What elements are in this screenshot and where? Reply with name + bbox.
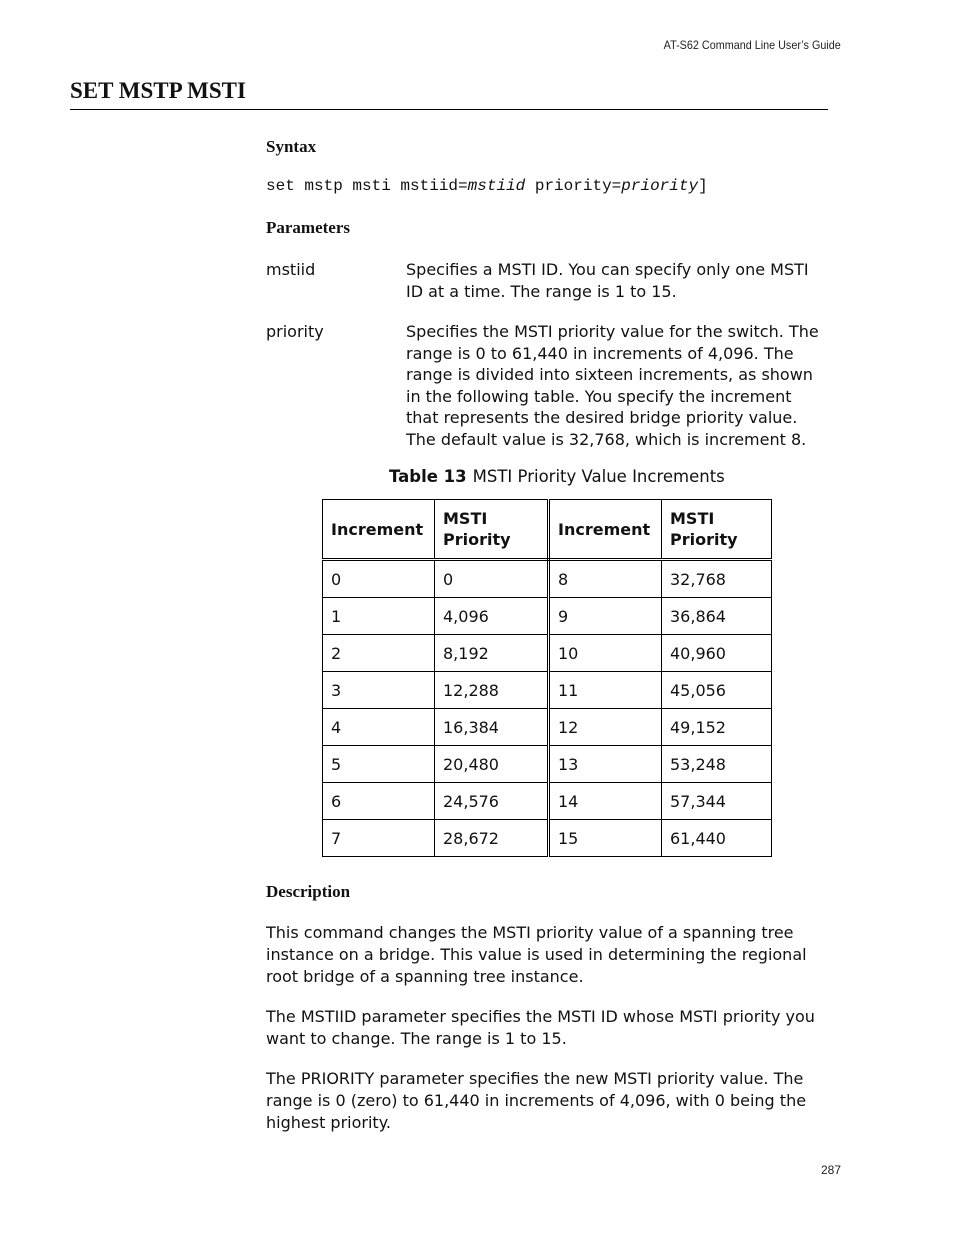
table-cell: 45,056	[662, 672, 772, 709]
table-cell: 53,248	[662, 746, 772, 783]
syntax-arg-priority: priority	[621, 177, 699, 195]
priority-table	[322, 499, 772, 857]
table-row	[323, 746, 772, 783]
table-cell: 0	[435, 560, 549, 598]
param-name-mstiid: mstiid	[266, 260, 316, 279]
table-caption-text: MSTI Priority Value Increments	[472, 467, 725, 486]
table-cell: 2	[323, 635, 435, 672]
table-row	[323, 783, 772, 820]
table-cell: 36,864	[662, 598, 772, 635]
syntax-arg-mstiid: mstiid	[467, 177, 526, 195]
description-paragraph: The MSTIID parameter specifies the MSTI ID whose MSTI priority you want to change. The range is 1 to 15.	[266, 1007, 815, 1048]
table-cell: 12,288	[435, 672, 549, 709]
table-cell: 7	[323, 820, 435, 857]
table-cell: 4	[323, 709, 435, 746]
table-cell: 24,576	[435, 783, 549, 820]
param-name-priority: priority	[266, 322, 324, 341]
parameters-heading: Parameters	[266, 218, 351, 237]
table-cell: 8,192	[435, 635, 549, 672]
syntax-command-suffix: ]	[698, 177, 708, 195]
description-paragraph: This command changes the MSTI priority value of a spanning tree instance on a bridge. This value is used in determining the regional root bridge of a spanning tree instance.	[266, 923, 807, 986]
table-row	[323, 820, 772, 857]
description-heading: Description	[266, 882, 351, 901]
table-row	[323, 672, 772, 709]
table-cell: 3	[323, 672, 435, 709]
table-cell: 12	[549, 709, 662, 746]
table-cell: 8	[549, 560, 662, 598]
table-cell: 61,440	[662, 820, 772, 857]
title-rule	[70, 109, 828, 110]
table-header-row	[323, 500, 772, 560]
table-cell: 20,480	[435, 746, 549, 783]
table-cell: 10	[549, 635, 662, 672]
syntax-command	[266, 177, 708, 195]
table-cell: 14	[549, 783, 662, 820]
table-header-cell: Increment	[323, 500, 435, 560]
table-cell: 32,768	[662, 560, 772, 598]
table-cell: 49,152	[662, 709, 772, 746]
table-cell: 13	[549, 746, 662, 783]
syntax-heading: Syntax	[266, 137, 317, 156]
table-caption	[389, 467, 725, 486]
table-caption-label: Table 13	[389, 467, 467, 486]
running-head: AT-S62 Command Line User’s Guide	[663, 38, 841, 52]
table-header-cell: MSTI Priority	[435, 500, 549, 560]
table-cell: 57,344	[662, 783, 772, 820]
table-cell: 5	[323, 746, 435, 783]
table-cell: 1	[323, 598, 435, 635]
table-cell: 28,672	[435, 820, 549, 857]
table-cell: 11	[549, 672, 662, 709]
description-paragraph: The PRIORITY parameter specifies the new MSTI priority value. The range is 0 (zero) to 61,440 in increments of 4,096, with 0 being the highest priority.	[266, 1069, 807, 1132]
page-number: 287	[820, 1163, 841, 1177]
table-header-cell: MSTI Priority	[662, 500, 772, 560]
table-cell: 9	[549, 598, 662, 635]
param-desc-mstiid: Specifies a MSTI ID. You can specify only one MSTI ID at a time. The range is 1 to 15.	[406, 260, 809, 301]
syntax-command-prefix: set mstp msti mstiid=	[266, 177, 468, 195]
table-cell: 40,960	[662, 635, 772, 672]
table-cell: 15	[549, 820, 662, 857]
table-row	[323, 635, 772, 672]
table-cell: 16,384	[435, 709, 549, 746]
page-title: SET MSTP MSTI	[70, 78, 246, 103]
syntax-command-mid: priority=	[525, 177, 622, 195]
table-header-cell: Increment	[549, 500, 662, 560]
param-desc-priority: Specifies the MSTI priority value for the switch. The range is 0 to 61,440 in increments of 4,096. The range is divided into sixteen increments, as shown in the following table. You specify the increment that represents the desired bridge priority value. The default value is 32,768, which is increment 8.	[406, 322, 819, 449]
table-row	[323, 560, 772, 598]
table-cell: 6	[323, 783, 435, 820]
table-row	[323, 709, 772, 746]
table-row	[323, 598, 772, 635]
table-cell: 0	[323, 560, 435, 598]
table-cell: 4,096	[435, 598, 549, 635]
